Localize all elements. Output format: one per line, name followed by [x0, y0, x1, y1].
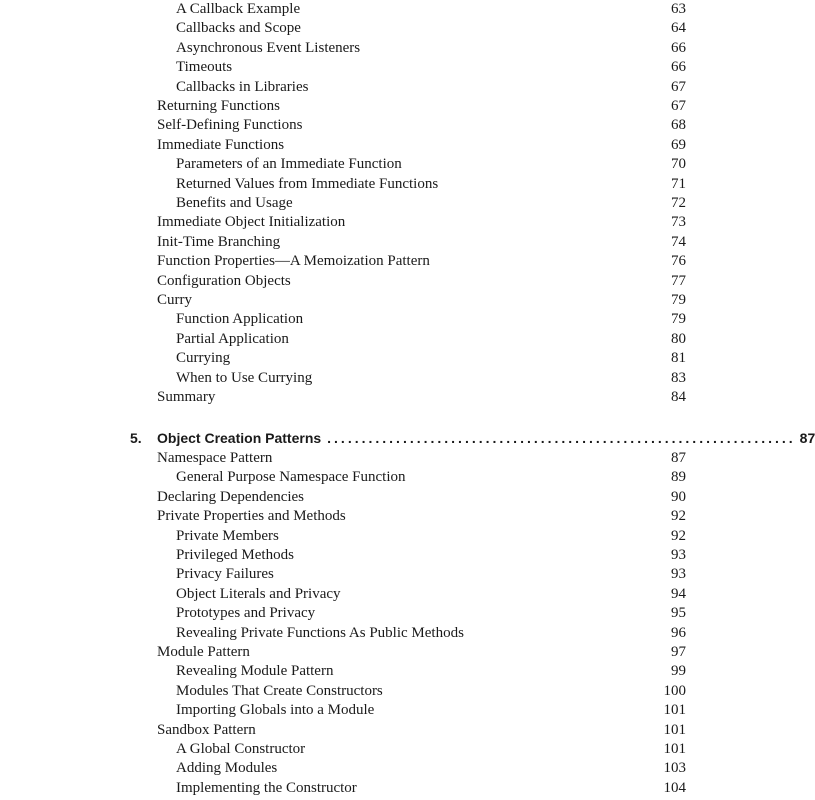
toc-entry-title: Immediate Object Initialization: [157, 214, 346, 231]
toc-entry[interactable]: [176, 193, 686, 213]
toc-entry-page: 68: [671, 117, 686, 134]
toc-entry-title: Partial Application: [176, 330, 289, 347]
toc-entry-page: 90: [671, 488, 686, 505]
toc-entry-title: Callbacks and Scope: [176, 20, 301, 37]
toc-entry-title: Privacy Failures: [176, 566, 274, 583]
toc-entry-title: Private Properties and Methods: [157, 508, 346, 525]
toc-entry-page: 93: [671, 547, 686, 563]
toc-entry-title: Function Application: [176, 311, 304, 328]
toc-entry-title: Immediate Functions: [157, 136, 285, 153]
toc-entry[interactable]: [176, 174, 686, 194]
toc-entry[interactable]: [157, 506, 686, 526]
toc-entry[interactable]: [176, 623, 686, 643]
toc-entry-title: Revealing Module Pattern: [176, 663, 334, 680]
toc-entry-page: 92: [671, 508, 686, 525]
toc-entry-title: Prototypes and Privacy: [176, 605, 316, 622]
toc-entry-page: 94: [671, 585, 686, 602]
toc-entry-page: 67: [671, 78, 686, 95]
toc-entry-title: Object Literals and Privacy: [176, 585, 341, 602]
toc-entry[interactable]: [176, 758, 686, 778]
toc-entry[interactable]: [176, 368, 686, 388]
toc-entry-title: Configuration Objects: [157, 272, 291, 289]
toc-entry[interactable]: [176, 348, 686, 368]
toc-entry-title: Returning Functions: [157, 98, 280, 114]
toc-entry[interactable]: [176, 545, 686, 565]
toc-entry-title: Timeouts: [176, 59, 233, 76]
toc-entry[interactable]: [176, 700, 686, 720]
chapter-title: Object Creation Patterns: [157, 430, 322, 446]
toc-entry-page: 97: [671, 644, 686, 660]
toc-entry[interactable]: [157, 251, 686, 271]
toc-entry-title: Module Pattern: [157, 644, 250, 660]
toc-entry-page: 96: [671, 624, 686, 641]
toc-entry[interactable]: [176, 661, 686, 681]
toc-entry-page: 80: [671, 330, 686, 347]
toc-entry[interactable]: [157, 271, 686, 291]
toc-entry-page: 72: [671, 195, 686, 211]
toc-entry-page: 63: [671, 1, 686, 17]
toc-entry-title: General Purpose Namespace Function: [176, 469, 406, 486]
toc-entry-page: 101: [663, 702, 686, 719]
toc-entry-page: 79: [671, 292, 686, 308]
toc-entry-title: Currying: [176, 350, 231, 367]
toc-entry-page: 101: [663, 721, 686, 738]
toc-entry[interactable]: [176, 38, 686, 58]
toc-entry-page: 70: [671, 156, 686, 173]
toc-entry-page: 71: [671, 175, 686, 192]
toc-entry[interactable]: [176, 778, 686, 798]
toc-entry-title: Self-Defining Functions: [157, 117, 303, 134]
toc-entry-title: Summary: [157, 389, 216, 405]
toc-entry-page: 87: [671, 450, 686, 466]
toc-entry-page: 66: [671, 39, 686, 56]
toc-entry[interactable]: [157, 487, 686, 507]
toc-entry-page: 104: [663, 779, 686, 796]
toc-entry[interactable]: [157, 115, 686, 135]
toc-entry[interactable]: [176, 739, 686, 759]
toc-entry[interactable]: [176, 309, 686, 329]
toc-entry[interactable]: [176, 77, 686, 97]
toc-entry[interactable]: [157, 96, 686, 116]
toc-entry[interactable]: [176, 329, 686, 349]
toc-entry-page: 73: [671, 214, 686, 231]
toc-entry-title: Parameters of an Immediate Function: [176, 156, 402, 173]
toc-entry-title: Namespace Pattern: [157, 450, 273, 466]
toc-entry-page: 99: [671, 663, 686, 680]
toc-entry-page: 103: [663, 760, 686, 777]
toc-entry-title: Function Properties—A Memoization Pattern: [157, 253, 430, 270]
toc-entry[interactable]: [157, 232, 686, 252]
toc-entry-title: Revealing Private Functions As Public Methods: [176, 624, 464, 641]
toc-entry-page: 67: [671, 98, 686, 114]
toc-entry-title: Adding Modules: [176, 760, 278, 777]
toc-entry[interactable]: [176, 526, 686, 546]
toc-entry-page: 93: [671, 566, 686, 583]
toc-entry-title: Declaring Dependencies: [157, 488, 305, 505]
toc-entry[interactable]: [176, 0, 686, 19]
toc-entry-title: Init-Time Branching: [157, 233, 281, 250]
toc-entry[interactable]: [176, 467, 686, 487]
toc-entry[interactable]: [176, 564, 686, 584]
toc-entry[interactable]: [157, 642, 686, 662]
toc-entry-page: 66: [671, 59, 686, 76]
toc-entry-page: 92: [671, 527, 686, 544]
toc-entry[interactable]: [157, 448, 686, 468]
toc-entry[interactable]: [176, 584, 686, 604]
toc-entry[interactable]: [157, 720, 686, 740]
toc-entry-title: Implementing the Constructor: [176, 779, 357, 796]
toc-entry-page: 95: [671, 605, 686, 622]
toc-entry-page: 64: [671, 20, 686, 37]
toc-entry[interactable]: [176, 154, 686, 174]
toc-entry-title: Asynchronous Event Listeners: [176, 39, 361, 56]
toc-entry[interactable]: [157, 387, 686, 407]
toc-entry-title: Returned Values from Immediate Functions: [176, 175, 439, 192]
toc-entry-page: 81: [671, 350, 686, 367]
toc-entry-page: 89: [671, 469, 686, 486]
toc-entry-title: Callbacks in Libraries: [176, 78, 309, 95]
toc-entry-page: 100: [663, 682, 686, 699]
toc-entry-page: 84: [671, 389, 686, 405]
toc-entry-title: Sandbox Pattern: [157, 721, 256, 738]
chapter-page-number: 87: [799, 430, 815, 446]
toc-entry[interactable]: [157, 135, 686, 155]
toc-entry[interactable]: [157, 212, 686, 232]
toc-entry-title: Modules That Create Constructors: [176, 682, 383, 699]
toc-entry-page: 76: [671, 253, 686, 270]
toc-entry[interactable]: [176, 603, 686, 623]
toc-entry-page: 77: [671, 272, 686, 289]
toc-entry-page: 69: [671, 136, 686, 153]
toc-entry-page: 74: [671, 233, 686, 250]
toc-entry[interactable]: [157, 290, 686, 310]
toc-entry[interactable]: [176, 681, 686, 701]
toc-entry[interactable]: [176, 57, 686, 77]
toc-entry-title: Private Members: [176, 527, 279, 544]
toc-entry-title: Privileged Methods: [176, 547, 294, 563]
toc-entry-page: 79: [671, 311, 686, 328]
toc-entry[interactable]: [176, 18, 686, 38]
chapter-leader-dots: ....................................................................: [327, 430, 796, 446]
toc-entry-page: 83: [671, 369, 686, 386]
toc-entry-title: Importing Globals into a Module: [176, 702, 375, 719]
toc-entry-title: Curry: [157, 292, 192, 308]
toc-entry-title: Benefits and Usage: [176, 195, 293, 211]
toc-entry-title: A Callback Example: [176, 1, 301, 17]
toc-entry-title: A Global Constructor: [176, 741, 306, 757]
toc-entry-title: When to Use Currying: [176, 369, 313, 386]
chapter-heading[interactable]: [130, 428, 815, 448]
toc-entry-page: 101: [663, 741, 686, 757]
chapter-number: 5.: [130, 430, 142, 446]
